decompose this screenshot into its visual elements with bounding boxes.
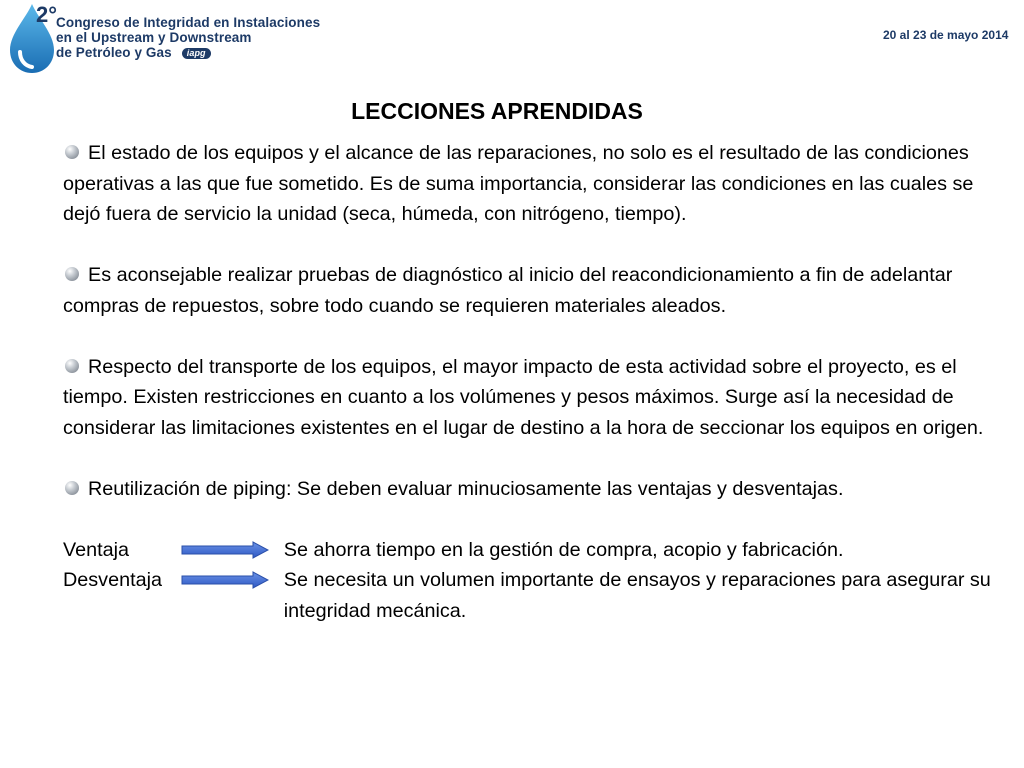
congress-name <box>56 15 320 60</box>
bullet-text: Respecto del transporte de los equipos, el mayor impacto de esta actividad sobre el proyecto, es el tiempo. Existen restricciones en cuanto a los volúmenes y pesos máximos. Surge así la necesidad de considerar las limitaciones existentes en el lugar de destino a la hora de seccionar los equipos en origen. <box>63 355 984 439</box>
advantage-row <box>63 535 993 566</box>
event-date: 20 al 23 de mayo 2014 <box>883 28 1009 42</box>
slide-body <box>63 138 993 626</box>
bullet-paragraph <box>63 352 993 444</box>
congress-line-2: en el Upstream y Downstream <box>56 30 252 45</box>
bullet-text: Reutilización de piping: Se deben evaluar minuciosamente las ventajas y desventajas. <box>88 477 844 500</box>
disadvantage-row <box>63 565 993 626</box>
disadvantage-text: Se necesita un volumen importante de ensayos y reparaciones para asegurar su integridad mecánica. <box>283 569 991 622</box>
bullet-icon <box>65 145 79 159</box>
bullet-text: El estado de los equipos y el alcance de las reparaciones, no solo es el resultado de las condiciones operativas a las que fue sometido. Es de suma importancia, considerar las condiciones en las cuales se dejó fuera de servicio la unidad (seca, húmeda, con nitrógeno, tiempo). <box>63 142 974 225</box>
congress-line-3-text: de Petróleo y Gas <box>56 45 172 60</box>
disadvantage-label: Desventaja <box>63 569 162 591</box>
advantage-label: Ventaja <box>63 538 129 561</box>
bullet-icon <box>65 359 79 373</box>
right-arrow-icon <box>181 565 284 626</box>
bullet-icon <box>65 481 79 495</box>
congress-line-1: Congreso de Integridad en Instalaciones <box>56 15 321 30</box>
advantage-text: Se ahorra tiempo en la gestión de compra, acopio y fabricación. <box>283 538 844 561</box>
bullet-paragraph <box>63 474 993 505</box>
congress-line-3 <box>56 45 320 60</box>
bullet-paragraph <box>63 260 993 321</box>
logo-number: 2° <box>36 2 58 27</box>
slide-title: LECCIONES APRENDIDAS <box>351 98 643 124</box>
bullet-text: Es aconsejable realizar pruebas de diagnóstico al inicio del reacondicionamiento a fin de adelantar compras de repuestos, sobre todo cuando se requieren materiales aleados. <box>63 264 953 317</box>
bullet-icon <box>65 267 79 281</box>
congress-logo <box>6 0 58 76</box>
bullet-paragraph <box>63 138 993 230</box>
iapg-badge: iapg <box>182 48 211 59</box>
right-arrow-icon <box>181 535 284 566</box>
